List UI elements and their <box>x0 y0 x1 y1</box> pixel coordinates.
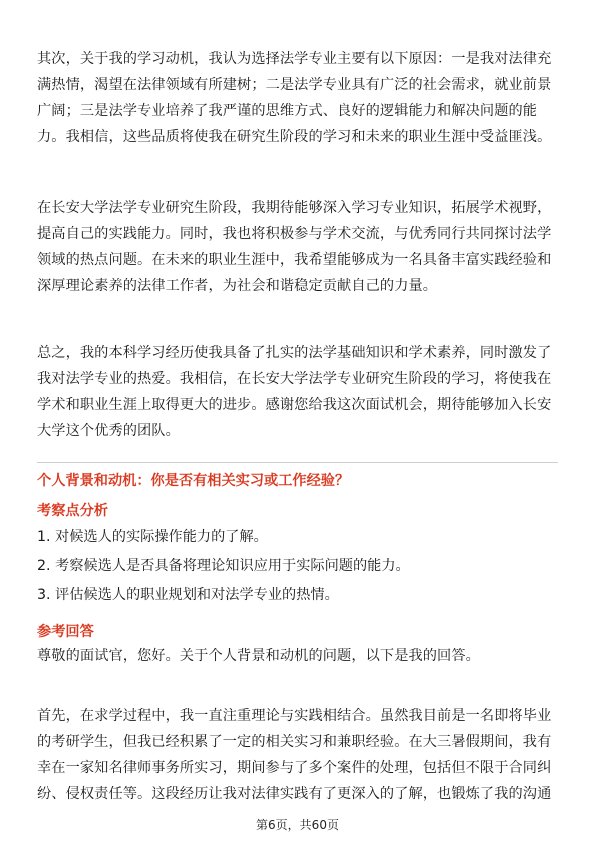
section-divider <box>37 462 558 463</box>
paragraph-line: 广阔；三是法学专业培养了我严谨的思维方式、良好的逻辑能力和解决问题的能 <box>37 103 538 119</box>
paragraph-line: 提高自己的实践能力。同时，我也将积极参与学术交流，与优秀同行共同探讨法学 <box>37 226 552 242</box>
list-item: 2. 考察候选人是否具备将理论知识应用于实际问题的能力。 <box>37 558 410 574</box>
paragraph-line: 在长安大学法学专业研究生阶段，我期待能够深入学习专业知识，拓展学术视野， <box>37 200 552 216</box>
paragraph-line: 尊敬的面试官，您好。关于个人背景和动机的问题，以下是我的回答。 <box>37 648 480 664</box>
paragraph-line: 纷、侵权责任等。这段经历让我对法律实践有了更深入的了解，也锻炼了我的沟通 <box>37 786 552 802</box>
paragraph-line: 的考研学生，但我已经积累了一定的相关实习和兼职经验。在大三暑假期间，我有 <box>37 734 552 750</box>
analysis-list <box>37 523 410 610</box>
paragraph-line: 其次，关于我的学习动机，我认为选择法学专业主要有以下原因：一是我对法律充 <box>37 51 552 67</box>
paragraph-line: 幸在一家知名律师事务所实习，期间参与了多个案件的处理，包括但不限于合同纠 <box>37 760 552 776</box>
paragraph-conclusion <box>37 340 561 444</box>
list-item: 3. 评估候选人的职业规划和对法学专业的热情。 <box>37 587 339 603</box>
answer-paragraph <box>37 703 561 807</box>
paragraph-line: 大学这个优秀的团队。 <box>37 423 180 439</box>
answer-heading: 参考回答 <box>37 624 94 640</box>
paragraph-study-motivation <box>37 46 561 150</box>
analysis-heading: 考察点分析 <box>37 503 108 519</box>
paragraph-line: 我对法学专业的热爱。我相信，在长安大学法学专业研究生阶段的学习，将使我在 <box>37 371 552 387</box>
paragraph-line: 深厚理论素养的法律工作者，为社会和谐稳定贡献自己的力量。 <box>37 278 438 294</box>
paragraph-line: 学术和职业生涯上取得更大的进步。感谢您给我这次面试机会，期待能够加入长安 <box>37 397 552 413</box>
paragraph-line: 总之，我的本科学习经历使我具备了扎实的法学基础知识和学术素养，同时激发了 <box>37 345 552 361</box>
paragraph-line: 力。我相信，这些品质将使我在研究生阶段的学习和未来的职业生涯中受益匪浅。 <box>37 129 552 145</box>
page-number: 第6页，共60页 <box>256 818 339 832</box>
paragraph-line: 领域的热点问题。在未来的职业生涯中，我希望能够成为一名具备丰富实践经验和 <box>37 252 552 268</box>
paragraph-line: 满热情，渴望在法律领域有所建树；二是法学专业具有广泛的社会需求，就业前景 <box>37 77 552 93</box>
answer-intro <box>37 643 561 669</box>
paragraph-graduate-plan <box>37 195 561 299</box>
question-title: 个人背景和动机：你是否有相关实习或工作经验？ <box>37 473 350 489</box>
paragraph-line: 首先，在求学过程中，我一直注重理论与实践相结合。虽然我目前是一名即将毕业 <box>37 708 552 724</box>
list-item: 1. 对候选人的实际操作能力的了解。 <box>37 529 268 545</box>
